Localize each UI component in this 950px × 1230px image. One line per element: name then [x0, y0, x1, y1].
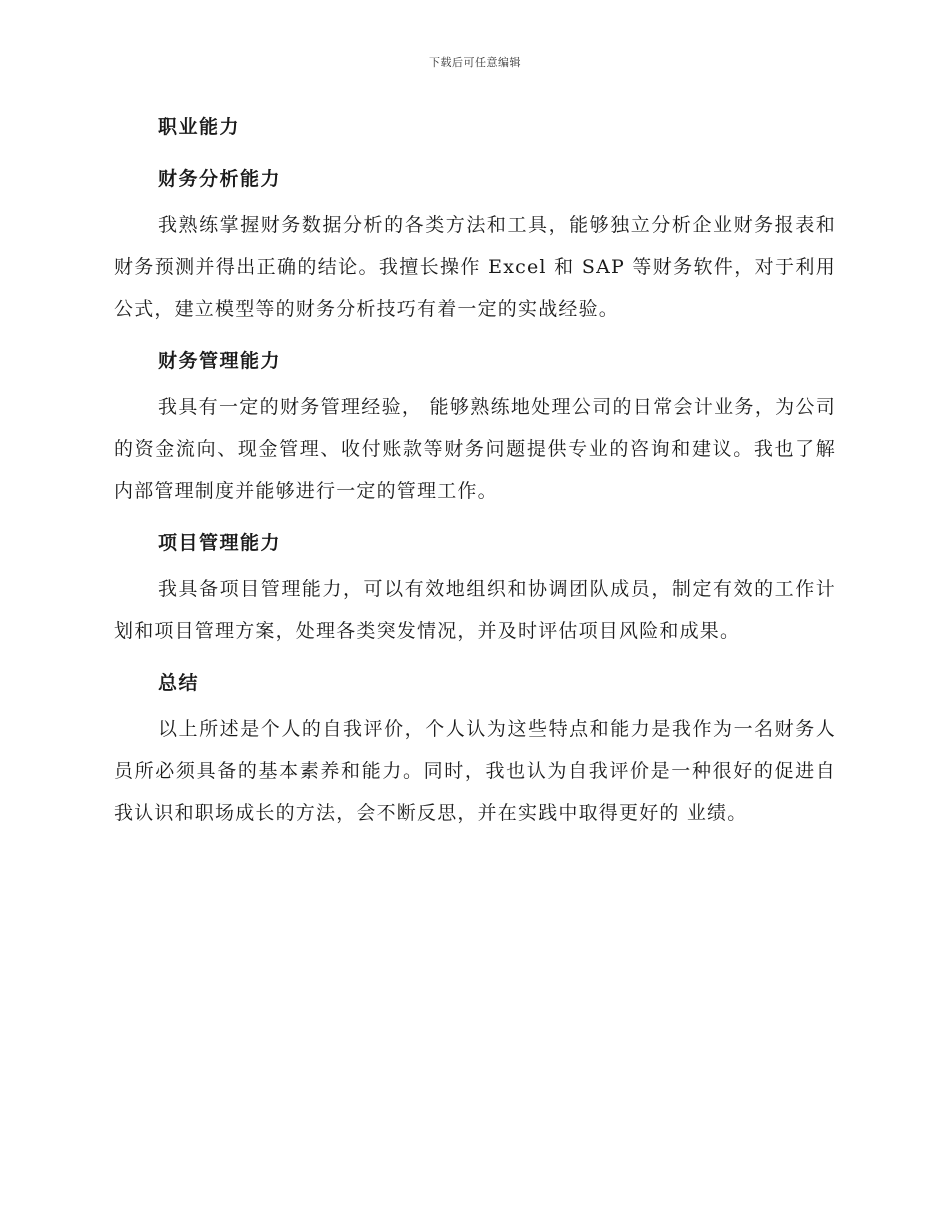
main-title: 职业能力 [158, 116, 241, 138]
page-header: 下载后可任意编辑 [429, 56, 521, 69]
paragraph-summary: 以上所述是个人的自我评价，个人认为这些特点和能力是我作为一名财务人员所必须具备的基本素养和能力。同时，我也认为自我评价是一种很好的促进自我认识和职场成长的方法，会不断反思，并在实践中取得更好的 业绩。 [114, 718, 836, 824]
heading-project-management: 项目管理能力 [158, 532, 282, 554]
heading-financial-analysis: 财务分析能力 [158, 168, 282, 190]
heading-financial-management: 财务管理能力 [158, 350, 282, 372]
paragraph-financial-management: 我具有一定的财务管理经验， 能够熟练地处理公司的日常会计业务，为公司的资金流向、现金管理、收付账款等财务问题提供专业的咨询和建议。我也了解内部管理制度并能够进行一定的管理工作。 [114, 396, 836, 502]
paragraph-financial-analysis: 我熟练掌握财务数据分析的各类方法和工具，能够独立分析企业财务报表和财务预测并得出正确的结论。我擅长操作 Excel 和 SAP 等财务软件，对于利用公式，建立模型等的财务分析技巧有着一定的实战经验。 [114, 214, 836, 320]
document-body [114, 106, 836, 834]
heading-summary: 总结 [158, 672, 200, 694]
paragraph-project-management: 我具备项目管理能力，可以有效地组织和协调团队成员，制定有效的工作计划和项目管理方案，处理各类突发情况，并及时评估项目风险和成果。 [114, 578, 836, 642]
